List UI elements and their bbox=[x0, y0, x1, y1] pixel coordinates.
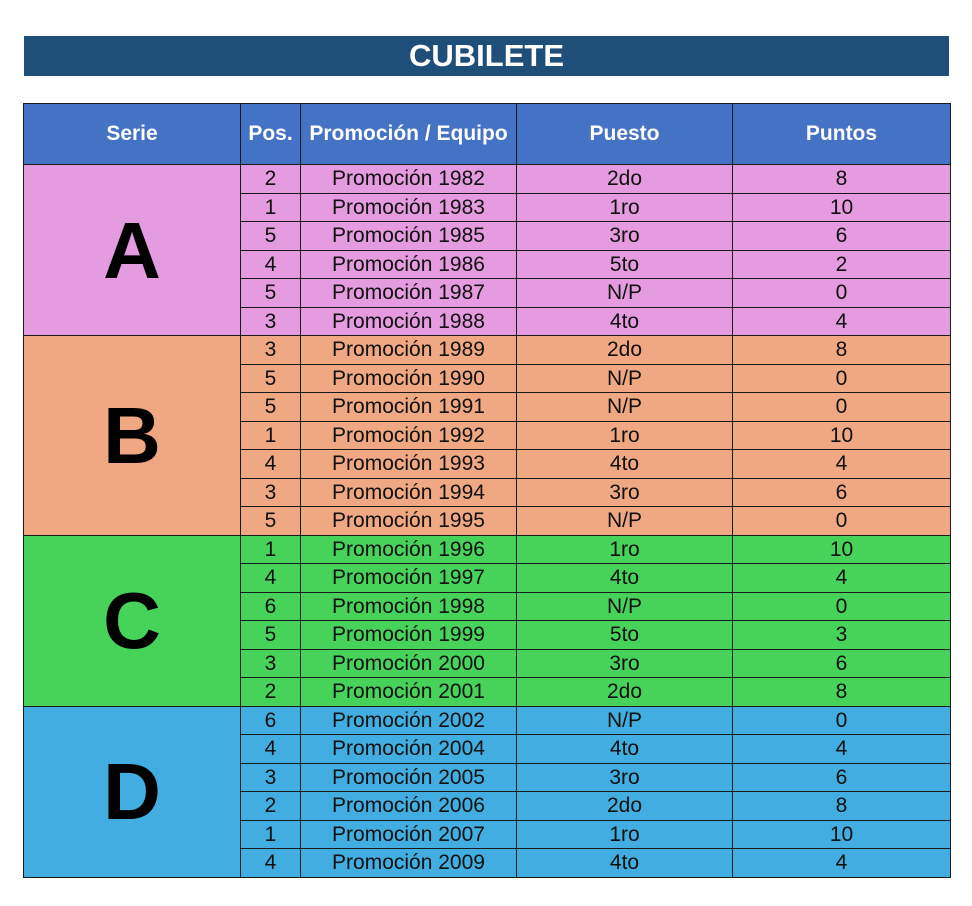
puntos-cell: 8 bbox=[733, 792, 951, 821]
pos-cell: 4 bbox=[241, 735, 301, 764]
puntos-cell: 6 bbox=[733, 649, 951, 678]
team-cell: Promoción 2009 bbox=[301, 849, 517, 878]
puesto-cell: N/P bbox=[517, 279, 733, 308]
puntos-cell: 0 bbox=[733, 592, 951, 621]
header-team: Promoción / Equipo bbox=[301, 104, 517, 165]
team-cell: Promoción 1992 bbox=[301, 421, 517, 450]
puesto-cell: 5to bbox=[517, 250, 733, 279]
puesto-cell: 3ro bbox=[517, 649, 733, 678]
puntos-cell: 6 bbox=[733, 478, 951, 507]
team-cell: Promoción 2002 bbox=[301, 706, 517, 735]
pos-cell: 5 bbox=[241, 364, 301, 393]
team-cell: Promoción 1993 bbox=[301, 450, 517, 479]
puesto-cell: 2do bbox=[517, 792, 733, 821]
puesto-cell: 1ro bbox=[517, 193, 733, 222]
puesto-cell: 4to bbox=[517, 735, 733, 764]
serie-label: A bbox=[24, 165, 241, 336]
puesto-cell: 4to bbox=[517, 564, 733, 593]
puesto-cell: N/P bbox=[517, 592, 733, 621]
pos-cell: 2 bbox=[241, 165, 301, 194]
team-cell: Promoción 2007 bbox=[301, 820, 517, 849]
serie-label: D bbox=[24, 706, 241, 877]
puesto-cell: 5to bbox=[517, 621, 733, 650]
puesto-cell: N/P bbox=[517, 364, 733, 393]
puesto-cell: 2do bbox=[517, 678, 733, 707]
puesto-cell: 4to bbox=[517, 849, 733, 878]
header-row bbox=[24, 104, 951, 165]
puesto-cell: 2do bbox=[517, 336, 733, 365]
team-cell: Promoción 1988 bbox=[301, 307, 517, 336]
puesto-cell: 2do bbox=[517, 165, 733, 194]
puntos-cell: 8 bbox=[733, 678, 951, 707]
pos-cell: 1 bbox=[241, 535, 301, 564]
header-puntos: Puntos bbox=[733, 104, 951, 165]
table-row bbox=[24, 165, 951, 194]
team-cell: Promoción 1991 bbox=[301, 393, 517, 422]
table-body bbox=[24, 165, 951, 878]
puntos-cell: 6 bbox=[733, 222, 951, 251]
puesto-cell: 1ro bbox=[517, 421, 733, 450]
team-cell: Promoción 2004 bbox=[301, 735, 517, 764]
puntos-cell: 10 bbox=[733, 820, 951, 849]
team-cell: Promoción 2005 bbox=[301, 763, 517, 792]
team-cell: Promoción 2006 bbox=[301, 792, 517, 821]
team-cell: Promoción 1986 bbox=[301, 250, 517, 279]
team-cell: Promoción 1985 bbox=[301, 222, 517, 251]
puntos-cell: 0 bbox=[733, 507, 951, 536]
table-row bbox=[24, 336, 951, 365]
pos-cell: 4 bbox=[241, 564, 301, 593]
pos-cell: 2 bbox=[241, 678, 301, 707]
pos-cell: 4 bbox=[241, 450, 301, 479]
pos-cell: 5 bbox=[241, 222, 301, 251]
team-cell: Promoción 1994 bbox=[301, 478, 517, 507]
pos-cell: 6 bbox=[241, 706, 301, 735]
pos-cell: 1 bbox=[241, 820, 301, 849]
table-row bbox=[24, 706, 951, 735]
team-cell: Promoción 1995 bbox=[301, 507, 517, 536]
team-cell: Promoción 1987 bbox=[301, 279, 517, 308]
puntos-cell: 4 bbox=[733, 564, 951, 593]
puntos-cell: 10 bbox=[733, 421, 951, 450]
header-puesto: Puesto bbox=[517, 104, 733, 165]
puntos-cell: 10 bbox=[733, 193, 951, 222]
header-serie: Serie bbox=[24, 104, 241, 165]
team-cell: Promoción 2000 bbox=[301, 649, 517, 678]
puntos-cell: 3 bbox=[733, 621, 951, 650]
team-cell: Promoción 1989 bbox=[301, 336, 517, 365]
pos-cell: 4 bbox=[241, 849, 301, 878]
pos-cell: 5 bbox=[241, 507, 301, 536]
team-cell: Promoción 1990 bbox=[301, 364, 517, 393]
pos-cell: 1 bbox=[241, 421, 301, 450]
puesto-cell: 1ro bbox=[517, 820, 733, 849]
team-cell: Promoción 2001 bbox=[301, 678, 517, 707]
puntos-cell: 2 bbox=[733, 250, 951, 279]
puesto-cell: 1ro bbox=[517, 535, 733, 564]
puntos-cell: 0 bbox=[733, 706, 951, 735]
team-cell: Promoción 1997 bbox=[301, 564, 517, 593]
pos-cell: 4 bbox=[241, 250, 301, 279]
serie-label: C bbox=[24, 535, 241, 706]
table-row bbox=[24, 535, 951, 564]
pos-cell: 1 bbox=[241, 193, 301, 222]
puntos-cell: 6 bbox=[733, 763, 951, 792]
puesto-cell: 3ro bbox=[517, 478, 733, 507]
team-cell: Promoción 1982 bbox=[301, 165, 517, 194]
puntos-cell: 8 bbox=[733, 336, 951, 365]
puntos-cell: 4 bbox=[733, 450, 951, 479]
pos-cell: 3 bbox=[241, 649, 301, 678]
puesto-cell: N/P bbox=[517, 393, 733, 422]
puntos-cell: 0 bbox=[733, 279, 951, 308]
pos-cell: 3 bbox=[241, 336, 301, 365]
puesto-cell: N/P bbox=[517, 507, 733, 536]
header-pos: Pos. bbox=[241, 104, 301, 165]
puntos-cell: 0 bbox=[733, 393, 951, 422]
puesto-cell: 4to bbox=[517, 307, 733, 336]
pos-cell: 3 bbox=[241, 307, 301, 336]
pos-cell: 5 bbox=[241, 393, 301, 422]
puntos-cell: 4 bbox=[733, 307, 951, 336]
puesto-cell: 3ro bbox=[517, 222, 733, 251]
puntos-cell: 10 bbox=[733, 535, 951, 564]
team-cell: Promoción 1996 bbox=[301, 535, 517, 564]
pos-cell: 6 bbox=[241, 592, 301, 621]
pos-cell: 5 bbox=[241, 621, 301, 650]
pos-cell: 3 bbox=[241, 478, 301, 507]
puntos-cell: 4 bbox=[733, 849, 951, 878]
puntos-cell: 4 bbox=[733, 735, 951, 764]
serie-label: B bbox=[24, 336, 241, 536]
team-cell: Promoción 1999 bbox=[301, 621, 517, 650]
puntos-cell: 0 bbox=[733, 364, 951, 393]
puntos-cell: 8 bbox=[733, 165, 951, 194]
pos-cell: 3 bbox=[241, 763, 301, 792]
pos-cell: 2 bbox=[241, 792, 301, 821]
pos-cell: 5 bbox=[241, 279, 301, 308]
team-cell: Promoción 1983 bbox=[301, 193, 517, 222]
page-title: CUBILETE bbox=[24, 36, 949, 76]
team-cell: Promoción 1998 bbox=[301, 592, 517, 621]
puesto-cell: 4to bbox=[517, 450, 733, 479]
puesto-cell: N/P bbox=[517, 706, 733, 735]
puesto-cell: 3ro bbox=[517, 763, 733, 792]
standings-table bbox=[23, 103, 951, 878]
